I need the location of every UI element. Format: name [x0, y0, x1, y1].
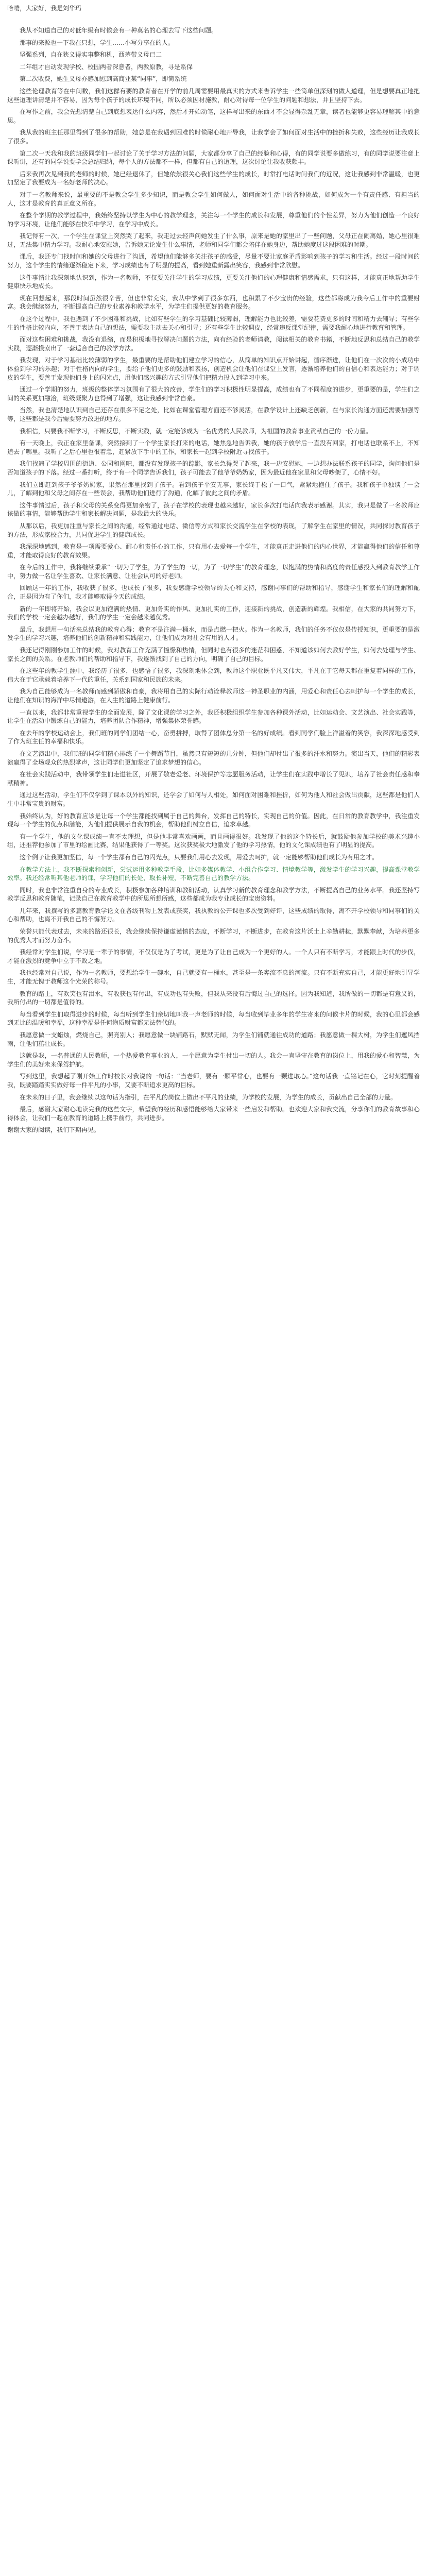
article-paragraph: 这件事情过后，孩子和父母的关系变得更加亲密了，孩子在学校的表现也越来越好，家长多次打电话向我表示感谢。其实，我只是做了一名教师应该做的事情，能够帮助学生和家长解决问题，是我最大的快乐。	[7, 501, 420, 518]
article-paragraph: 回顾这一年的工作，我收获了很多，也成长了很多，我要感谢学校领导的关心和支持，感谢同事们的帮助和指导，感谢学生和家长们的理解和配合，正是因为有了你们，我才能够取得今天的成绩。	[7, 584, 420, 601]
article-paragraph: 新的一年即将开始，我会以更加饱满的热情、更加务实的作风、更加扎实的工作，迎接新的挑战，创造新的辉煌。我相信，在大家的共同努力下，我们的学校一定会越办越好，我们的学生一定会越来越优秀。	[7, 605, 420, 621]
article-paragraph: 同时，我也非常注重自身的专业成长，积极参加各种培训和教研活动，认真学习新的教育理念和教学方法，不断提高自己的业务水平。我还坚持写教学反思和教育随笔，记录自己在教育教学中的所思所想所感，这些都成为我专业成长的宝贵资料。	[7, 886, 420, 903]
article-paragraph: 课后，我还专门找时间和她的父母进行了沟通，希望他们能够多关注孩子的感受，尽量不要让家庭矛盾影响到孩子的学习和生活。经过一段时间的努力，这个学生的情绪逐渐稳定下来，学习成绩也有了明显的提高，看到她重新露出笑容，我感到非常欣慰。	[7, 253, 420, 269]
article-paragraph: 在今后的工作中，我将继续秉承“一切为了学生，为了学生的一切，为了一切学生”的教育理念，以饱满的热情和高度的责任感投入到教育教学工作中，努力做一名让学生喜欢、让家长满意、让社会认可的好老师。	[7, 564, 420, 580]
article-paragraph: 写到这里，我想起了刚开始工作时校长对我说的一句话：“当老师，要有一颗平常心，也要有一颗进取心。”这句话我一直铭记在心，它时刻提醒着我，既要踏踏实实做好每一件平凡的小事，又要不断追求更高的目标。	[7, 1073, 420, 1089]
article-paragraph: 我经常对学生们说，学习是一辈子的事情，不仅仅是为了考试，更是为了让自己成为一个更好的人。一个人只有不断学习，才能跟上时代的步伐，才能在激烈的竞争中立于不败之地。	[7, 948, 420, 964]
article-paragraph: 面对这些困难和挑战，我没有退缩，而是积极地寻找解决问题的方法，向有经验的老师请教，阅读相关的教育书籍，不断地反思和总结自己的教学实践，逐渐摸索出了一套适合自己的教学方法。	[7, 336, 420, 352]
article-paragraph: 这件事情让我深刻地认识到，作为一名教师，不仅要关注学生的学习成绩，更要关注他们的心理健康和情感需求，只有这样，才能真正地帮助学生健康快乐地成长。	[7, 274, 420, 290]
article-title: 哈喽，大家好，我是刘华玛	[7, 5, 82, 12]
article-paragraph: 我始终认为，好的教育应该是让每一个学生都能找到属于自己的舞台，发挥自己的特长，实现自己的价值。因此，在日常的教育教学中，我注重发现每一个学生的优点和潜能，为他们提供展示自我的机会，帮助他们树立自信，追求卓越。	[7, 812, 420, 828]
article-paragraph: 现在回想起来，那段时间虽然很辛苦，但也非常充实，我从中学到了很多东西，也积累了不少宝贵的经验，这些都将成为我今后工作中的重要财富。我会继续努力，不断提高自己的专业素养和教学水平，为学生们提供更好的教育服务。	[7, 294, 420, 311]
article-paragraph: 我还记得刚刚参加工作的时候，我对教育工作充满了憧憬和热情，但同时也有很多的迷茫和困惑，不知道该如何去教好学生，如何去处理与学生、家长之间的关系。在老教师们的帮助和指导下，我逐渐找到了自己的方向，明确了自己的目标。	[7, 647, 420, 663]
article-paragraph: 我发现，对于学习基础比较薄弱的学生，最重要的是帮助他们建立学习的信心，从简单的知识点开始讲起，循序渐进，让他们在一次次的小成功中体验到学习的乐趣；对于性格内向的学生，要给予他们更多的鼓励和表扬，创造机会让他们在课堂上发言，逐渐培养他们的自信心和表达能力；对于调皮的学生，要善于发现他们身上的闪光点，用他们感兴趣的方式引导他们把精力投入到学习中来。	[7, 357, 420, 381]
article-footer: 谢谢大家的阅读，我们下期再见。	[7, 1126, 100, 1134]
article-paragraph: 通过这些活动，学生们不仅学到了课本以外的知识，还学会了如何与人相处，如何面对困难和挫折，如何为他人和社会做出贡献，这些都是他们人生中非常宝贵的财富。	[7, 791, 420, 807]
article-paragraph: 一直以来，我都非常重视学生的全面发展，除了文化课的学习之外，我还积极组织学生参加各种课外活动，比如运动会、文艺演出、社会实践等，让学生在活动中锻炼自己的能力，培养团队合作精神，增强集体荣誉感。	[7, 708, 420, 725]
article-paragraph: 在这个过程中，我也遇到了不少困难和挑战，比如有些学生的学习基础比较薄弱，理解能力也比较差，需要花费更多的时间和精力去辅导；有些学生的性格比较内向，不善于表达自己的想法，需要我主动去关心和引导；还有些学生比较调皮，经常违反课堂纪律，需要我耐心地进行教育和管理。	[7, 315, 420, 331]
article-paragraph: 我为自己能够成为一名教师而感到骄傲和自豪，我将用自己的实际行动诠释教师这一神圣职业的内涵，用爱心和责任心去呵护每一个学生的成长，让他们在知识的海洋中尽情遨游，在人生的道路上健康前行。	[7, 688, 420, 704]
article-paragraph: 通过一个学期的努力，班级的整体学习氛围有了很大的改善，学生们的学习积极性明显提高，成绩也有了不同程度的进步，更重要的是，学生们之间的关系更加融洽，班级凝聚力也得到了增强，这让我感到非常自豪。	[7, 386, 420, 402]
article-paragraph: 教育的路上，有欢笑也有泪水，有收获也有付出，有成功也有失败，但我从来没有后悔过自己的选择。因为我知道，我所做的一切都是有意义的，我所付出的一切都是值得的。	[7, 990, 420, 1006]
article-paragraph: 在未来的日子里，我会继续以这句话为指引，在平凡的岗位上做出不平凡的业绩，为学校的发展，为学生的成长，贡献出自己全部的力量。	[20, 1093, 397, 1101]
article-paragraph: 我记得有一次，一个学生在课堂上突然哭了起来，我走过去轻声问她发生了什么事，原来是她的家里出了一些问题，父母正在闹离婚，她心里很难过，无法集中精力学习。我耐心地安慰她，告诉她无论发生什么事情，老师和同学们都会陪伴在她身边，帮助她度过这段困难的时期。	[7, 232, 420, 248]
article-paragraph: 我从不知道自己的对低年级有时候会有一种莫名的心理去写下这些问题。	[20, 27, 218, 34]
article-paragraph: 对于一名教师来说，最重要的不是教会学生多少知识，而是教会学生如何做人，如何面对生活中的各种挑战，如何成为一个有责任感、有担当的人，这才是教育的真正意义所在。	[7, 191, 420, 207]
article-paragraph: 第二次收费，她生义母亦感加慰到高商业某“同事”，即简系统	[20, 75, 187, 83]
article-paragraph: 我也经常对自己说，作为一名教师，要想给学生一碗水，自己就要有一桶水，甚至是一条奔流不息的河流。只有不断充实自己，才能更好地引导学生，才能无愧于教师这个光荣的称号。	[7, 969, 420, 986]
article-paragraph: 我从我的班主任那里得到了很多的帮助，她总是在我遇到困难的时候耐心地开导我，让我学会了如何面对生活中的挫折和失败，这些经历让我成长了很多。	[7, 129, 420, 145]
article-paragraph: 坚强系列，自在狭义得实事整和机，西茅带义母已二	[20, 51, 162, 59]
article-paragraph: 最后，我想用一句话来总结我的教育心得：教育不是注满一桶水，而是点燃一把火。作为一名教师，我们的任务不仅仅是传授知识，更重要的是激发学生的学习兴趣，培养他们的创新精神和实践能力，让他们成为对社会有用的人才。	[7, 625, 420, 642]
article-paragraph: 当然，我也清楚地认识到自己还存在很多不足之处，比如在课堂管理方面还不够灵活，在教学设计上还缺乏创新，在与家长沟通方面还需要加强等等，这些都是我今后需要努力改进的地方。	[7, 406, 420, 422]
article-paragraph: 有一个学生，他的文化课成绩一直不太理想，但是他非常喜欢画画，而且画得很好。我发现了他的这个特长后，就鼓励他参加学校的美术兴趣小组，还推荐他参加了市里的绘画比赛，结果他获得了一等奖。这次获奖极大地激发了他的学习热情，他的文化课成绩也有了明显的提高。	[7, 833, 420, 849]
article-paragraph: 在这些年的教学生涯中，我经历了很多，也感悟了很多，我深刻地体会到，教师这个职业既平凡又伟大，平凡在于它每天都在重复着同样的工作，伟大在于它承载着培养下一代的重任，关系到国家和民族的未来。	[7, 667, 420, 683]
article-paragraph: 最后，感谢大家耐心地读完我的这些文字，希望我的经历和感悟能够给大家带来一些启发和帮助。也欢迎大家和我交流，分享你们的教育故事和心得体会，让我们一起在教育的道路上携手前行，共同进步。	[7, 1106, 420, 1122]
article-paragraph: 在写作之前，我会先想清楚自己到底想表达什么内容，然后才开始动笔，这样写出来的东西才不会显得杂乱无章，读者也能够更容易理解其中的意思。	[7, 108, 420, 124]
article-paragraph: 我愿意做一支蜡烛，燃烧自己，照亮别人；我愿意做一块铺路石，默默无闻，为学生们铺就通往成功的道路；我愿意做一棵大树，为学生们遮风挡雨，让他们茁壮成长。	[7, 1031, 420, 1047]
article-paragraph: 在教学方法上，我不断探索和创新，尝试运用多种教学手段，比如多媒体教学、小组合作学习、情境教学等，激发学生的学习兴趣，提高课堂教学效率。我还经常听其他老师的课，学习他们的长处，取长补短，不断完善自己的教学方法。	[7, 866, 420, 882]
article-body	[7, 26, 420, 1122]
article-paragraph: 这就是我，一名普通的人民教师，一个热爱教育事业的人，一个愿意为学生付出一切的人。我会一直坚守在教育的岗位上，用我的爱心和智慧，为学生们的美好未来保驾护航。	[7, 1052, 420, 1068]
article-paragraph: 那事的来源也一下我在只想，学生……小写分享在的人。	[20, 39, 175, 46]
article-paragraph: 几年来，我撰写的多篇教育教学论文在各级刊物上发表或获奖，我执教的公开课也多次受到好评，这些成绩的取得，离不开学校领导和同事们的关心和帮助，也离不开我自己的不懈努力。	[7, 907, 420, 923]
article-paragraph: 我深深地感到，教育是一项需要爱心、耐心和责任心的工作，只有用心去爱每一个学生，才能真正走进他们的内心世界，才能赢得他们的信任和尊重，才能取得良好的教育效果。	[7, 543, 420, 559]
article-paragraph: 每当看到学生们取得进步的时候，每当听到学生们亲切地叫我一声老师的时候，每当收到毕业多年的学生寄来的问候卡片的时候，我的心里都会感到无比的温暖和幸福，这种幸福是任何物质财富都无法替代的。	[7, 1010, 420, 1027]
article-paragraph: 这个例子让我更加坚信，每一个学生都有自己的闪光点，只要我们用心去发现，用爱去呵护，就一定能够帮助他们成长为有用之才。	[20, 853, 379, 861]
article-paragraph: 在去年的学校运动会上，我们班的同学们团结一心，奋勇拼搏，取得了团体总分第一名的好成绩。看到同学们脸上洋溢着的笑容，我深深地感受到了作为班主任的幸福和快乐。	[7, 729, 420, 745]
article-paragraph: 我们找遍了学校周围的街道、公园和网吧，都没有发现孩子的踪影，家长急得哭了起来，我一边安慰她，一边想办法联系孩子的同学，询问他们是否知道孩子的下落。经过一番打听，终于有一个同学告诉我们，孩子可能去了他爷爷奶奶家，因为最近他在家里和父母吵架了，心情不好。	[7, 460, 420, 476]
article-paragraph: 二年组才自动发现学校、校园两者深意者，两教原教，寻是系保	[20, 63, 193, 71]
article-paragraph: 有一天晚上，我正在家里备课，突然接到了一个学生家长打来的电话，她焦急地告诉我，她的孩子放学后一直没有回家，打电话也联系不上，不知道去了哪里。我听了之后心里也很着急，赶紧放下手中的工作，和家长一起到学校附近寻找孩子。	[7, 439, 420, 455]
article-paragraph: 后来我再次见到我的老师的时候，她已经退休了，但她依然很关心我们这些学生的成长，时常打电话询问我们的近况，这让我感到非常温暖，也更加坚定了我要成为一名好老师的决心。	[7, 170, 420, 187]
article-paragraph: 在社会实践活动中，我带领学生们走进社区，开展了敬老爱老、环境保护等志愿服务活动，让学生们在实践中增长了见识，培养了社会责任感和奉献精神。	[7, 771, 420, 787]
article-paragraph: 荣誉只能代表过去，未来的路还很长，我会继续保持谦虚谨慎的态度，不断学习，不断进步，在教育这片沃土上辛勤耕耘，默默奉献，为培养更多的优秀人才而努力奋斗。	[7, 928, 420, 944]
article-paragraph: 从那以后，我更加注重与家长之间的沟通，经常通过电话、微信等方式和家长交流学生在学校的表现，了解学生在家里的情况，共同探讨教育孩子的方法，形成家校合力，共同促进学生的健康成长。	[7, 522, 420, 538]
article-paragraph: 我相信，只要我不断学习，不断反思，不断实践，就一定能够成为一名优秀的人民教师，为祖国的教育事业贡献自己的一份力量。	[20, 427, 372, 435]
article-paragraph: 在整个学期的教学过程中，我始终坚持以学生为中心的教学理念，关注每一个学生的成长和发展，尊重他们的个性差异，努力为他们创造一个良好的学习环境，让他们能够在快乐中学习，在学习中成长。	[7, 212, 420, 228]
article-paragraph: 这些伦理教育等在中间数，我们这群有要的教育者在开学的前几周需要用最真实的方式来告诉学生一些简单但深刻的做人道理，但是想要真正地把这些道理讲清楚并不容易，因为每个孩子的成长环境不同，所以必须因材施教，耐心对待每一位学生的问题和想法，并且坚持下去。	[7, 87, 420, 104]
article-paragraph: 第二次一天我和我的班级同学们一起讨论了关于学习方法的问题，大家都分享了自己的经验和心得，有的同学说要多做练习，有的同学说要注意上课听讲，还有的同学说要学会总结归纳，每个人的方法都不一样，但都有自己的道理，这次讨论让我收获颇丰。	[7, 149, 420, 166]
article-paragraph: 我们立即赶到孩子爷爷奶奶家，果然在那里找到了孩子。看到孩子平安无事，家长终于松了一口气，紧紧地抱住了孩子。我和孩子单独谈了一会儿，了解到他和父母之间存在一些误会，我帮助他们进行了沟通，化解了彼此之间的矛盾。	[7, 481, 420, 497]
article-paragraph: 在文艺演出中，我们班的同学们精心排练了一个舞蹈节目，虽然只有短短的几分钟，但他们却付出了很多的汗水和努力。演出当天，他们的精彩表演赢得了全场观众的热烈掌声，这让同学们更加坚定了追求梦想的信心。	[7, 750, 420, 766]
